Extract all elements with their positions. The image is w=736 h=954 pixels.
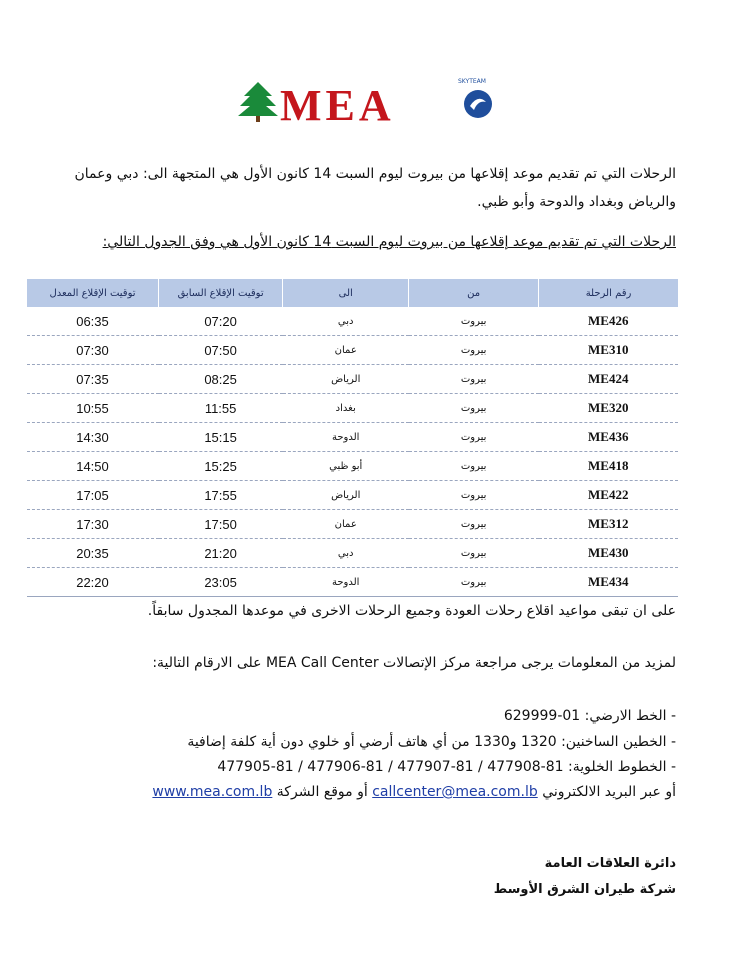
new-time-cell: 07:35 bbox=[27, 365, 159, 394]
intro-paragraph: الرحلات التي تم تقديم موعد إقلاعها من بيروت ليوم السبت 14 كانون الأول هي المتجهة الى: دبي وعمان والرياض وبغداد والدوحة وأبو ظبي. bbox=[74, 166, 676, 210]
old-time-cell: 17:50 bbox=[159, 510, 283, 539]
old-time-cell: 15:15 bbox=[159, 423, 283, 452]
new-time-cell: 14:50 bbox=[27, 452, 159, 481]
hotlines-line: - الخطين الساخنين: 1320 و1330 من أي هاتف أرضي أو خلوي دون أية كلفة إضافية bbox=[187, 734, 676, 750]
table-header-row bbox=[27, 279, 679, 307]
new-time-cell: 14:30 bbox=[27, 423, 159, 452]
flight-number-cell: ME430 bbox=[539, 539, 678, 568]
website-link[interactable]: www.mea.com.lb bbox=[152, 784, 273, 800]
origin-cell: بيروت bbox=[409, 510, 539, 539]
table-row bbox=[27, 307, 679, 336]
flights-table bbox=[26, 279, 678, 597]
destination-cell: دبي bbox=[283, 307, 409, 336]
origin-cell: بيروت bbox=[409, 481, 539, 510]
flight-number-cell: ME422 bbox=[539, 481, 678, 510]
table-row bbox=[27, 568, 679, 597]
old-time-cell: 21:20 bbox=[159, 539, 283, 568]
logo-text: MEA bbox=[280, 81, 395, 130]
flight-number-cell: ME418 bbox=[539, 452, 678, 481]
company-signature: شركة طيران الشرق الأوسط bbox=[493, 882, 676, 897]
table-row bbox=[27, 423, 679, 452]
new-time-cell: 17:30 bbox=[27, 510, 159, 539]
email-prefix: أو عبر البريد الالكتروني bbox=[542, 784, 676, 800]
destination-cell: الدوحة bbox=[283, 423, 409, 452]
destination-cell: أبو ظبي bbox=[283, 452, 409, 481]
table-row bbox=[27, 365, 679, 394]
flight-number-cell: ME310 bbox=[539, 336, 678, 365]
new-time-cell: 20:35 bbox=[27, 539, 159, 568]
website-prefix: أو موقع الشركة bbox=[276, 784, 368, 800]
origin-cell: بيروت bbox=[409, 423, 539, 452]
landline-line: - الخط الارضي: 01-629999 bbox=[503, 708, 676, 724]
header-new-time: توقيت الإقلاع المعدل bbox=[27, 279, 159, 307]
origin-cell: بيروت bbox=[409, 452, 539, 481]
old-time-cell: 07:50 bbox=[159, 336, 283, 365]
return-flights-note: على ان تبقى مواعيد اقلاع رحلات العودة وجميع الرحلات الاخرى في موعدها المجدول سابقاً. bbox=[147, 603, 676, 619]
email-link[interactable]: callcenter@mea.com.lb bbox=[372, 784, 538, 800]
table-row bbox=[27, 452, 679, 481]
destination-cell: الرياض bbox=[283, 365, 409, 394]
call-center-note: لمزيد من المعلومات يرجى مراجعة مركز الإتصالات MEA Call Center على الارقام التالية: bbox=[152, 655, 676, 671]
cedar-icon bbox=[236, 80, 280, 124]
new-time-cell: 06:35 bbox=[27, 307, 159, 336]
flight-number-cell: ME424 bbox=[539, 365, 678, 394]
old-time-cell: 08:25 bbox=[159, 365, 283, 394]
mobile-lines: - الخطوط الخلوية: 81-477908 / 81-477907 / 81-477906 / 81-477905 bbox=[217, 759, 676, 775]
contact-links-line bbox=[152, 784, 676, 800]
origin-cell: بيروت bbox=[409, 568, 539, 597]
destination-cell: عمان bbox=[283, 510, 409, 539]
destination-cell: بغداد bbox=[283, 394, 409, 423]
table-row bbox=[27, 510, 679, 539]
flight-number-cell: ME426 bbox=[539, 307, 678, 336]
destination-cell: الدوحة bbox=[283, 568, 409, 597]
destination-cell: الرياض bbox=[283, 481, 409, 510]
flight-number-cell: ME436 bbox=[539, 423, 678, 452]
header-old-time: توقيت الإقلاع السابق bbox=[159, 279, 283, 307]
header-from: من bbox=[409, 279, 539, 307]
origin-cell: بيروت bbox=[409, 365, 539, 394]
origin-cell: بيروت bbox=[409, 307, 539, 336]
department-signature: دائرة العلاقات العامة bbox=[544, 856, 676, 871]
header-to: الى bbox=[283, 279, 409, 307]
new-time-cell: 17:05 bbox=[27, 481, 159, 510]
table-row bbox=[27, 336, 679, 365]
new-time-cell: 10:55 bbox=[27, 394, 159, 423]
old-time-cell: 07:20 bbox=[159, 307, 283, 336]
origin-cell: بيروت bbox=[409, 394, 539, 423]
table-row bbox=[27, 481, 679, 510]
origin-cell: بيروت bbox=[409, 539, 539, 568]
flight-number-cell: ME320 bbox=[539, 394, 678, 423]
table-row bbox=[27, 539, 679, 568]
destination-cell: عمان bbox=[283, 336, 409, 365]
skyteam-icon bbox=[454, 80, 498, 124]
table-row bbox=[27, 394, 679, 423]
header-flight: رقم الرحلة bbox=[539, 279, 678, 307]
flight-number-cell: ME434 bbox=[539, 568, 678, 597]
old-time-cell: 17:55 bbox=[159, 481, 283, 510]
new-time-cell: 22:20 bbox=[27, 568, 159, 597]
old-time-cell: 23:05 bbox=[159, 568, 283, 597]
mea-logo bbox=[236, 80, 516, 132]
old-time-cell: 15:25 bbox=[159, 452, 283, 481]
new-time-cell: 07:30 bbox=[27, 336, 159, 365]
origin-cell: بيروت bbox=[409, 336, 539, 365]
destination-cell: دبي bbox=[283, 539, 409, 568]
flight-number-cell: ME312 bbox=[539, 510, 678, 539]
table-intro: الرحلات التي تم تقديم موعد إقلاعها من بيروت ليوم السبت 14 كانون الأول هي وفق الجدول التالي: bbox=[102, 234, 676, 250]
skyteam-label: SKYTEAM bbox=[458, 78, 486, 85]
old-time-cell: 11:55 bbox=[159, 394, 283, 423]
